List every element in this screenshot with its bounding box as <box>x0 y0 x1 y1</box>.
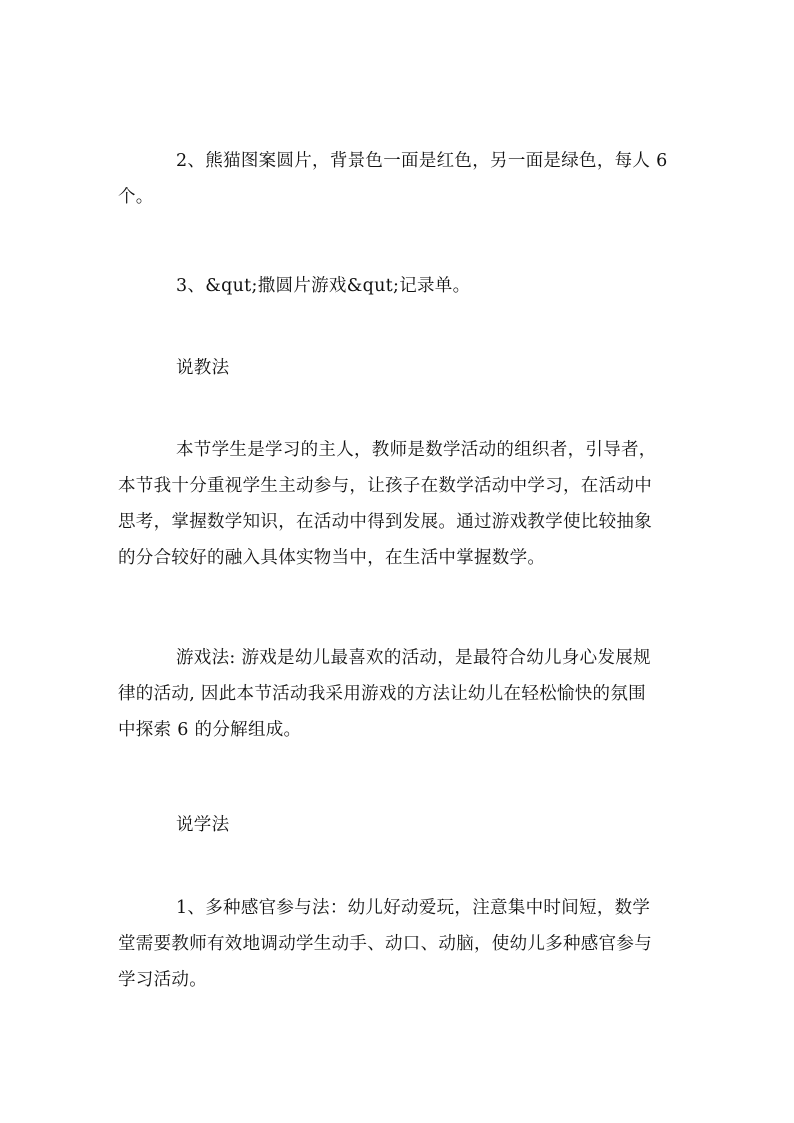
text-line: 个。 <box>118 187 154 207</box>
text-line: 2、熊猫图案圆片，背景色一面是红色，另一面是绿色，每人 6 <box>176 151 668 171</box>
paragraph-teaching-philosophy <box>118 432 678 576</box>
text-line: 思考，掌握数学知识，在活动中得到发展。通过游戏教学使比较抽象 <box>118 512 652 532</box>
heading-text: 说学法 <box>176 815 230 835</box>
text-line: 3、&qut;撒圆片游戏&qut;记录单。 <box>176 276 471 296</box>
text-line: 堂需要教师有效地调动学生动手、动口、动脑，使幼儿多种感官参与 <box>118 934 652 954</box>
text-line: 游戏法: 游戏是幼儿最喜欢的活动，是最符合幼儿身心发展规 <box>176 648 651 668</box>
text-line: 1、多种感官参与法：幼儿好动爱玩，注意集中时间短，数学 <box>176 898 651 918</box>
text-line: 本节学生是学习的主人，教师是数学活动的组织者，引导者， <box>176 440 657 460</box>
text-line: 学习活动。 <box>118 970 207 990</box>
paragraph-materials-2 <box>118 143 678 215</box>
section-heading-teaching-method <box>118 350 678 386</box>
heading-text: 说教法 <box>176 358 230 378</box>
text-line: 律的活动, 因此本节活动我采用游戏的方法让幼儿在轻松愉快的氛围 <box>118 684 646 704</box>
text-line: 中探索 6 的分解组成。 <box>118 720 302 740</box>
section-heading-learning-method <box>118 807 678 843</box>
paragraph-materials-3 <box>118 268 678 304</box>
paragraph-game-method <box>118 640 678 748</box>
paragraph-multisensory-method <box>118 890 678 998</box>
text-line: 的分合较好的融入具体实物当中，在生活中掌握数学。 <box>118 548 546 568</box>
text-line: 本节我十分重视学生主动参与，让孩子在数学活动中学习，在活动中 <box>118 476 652 496</box>
